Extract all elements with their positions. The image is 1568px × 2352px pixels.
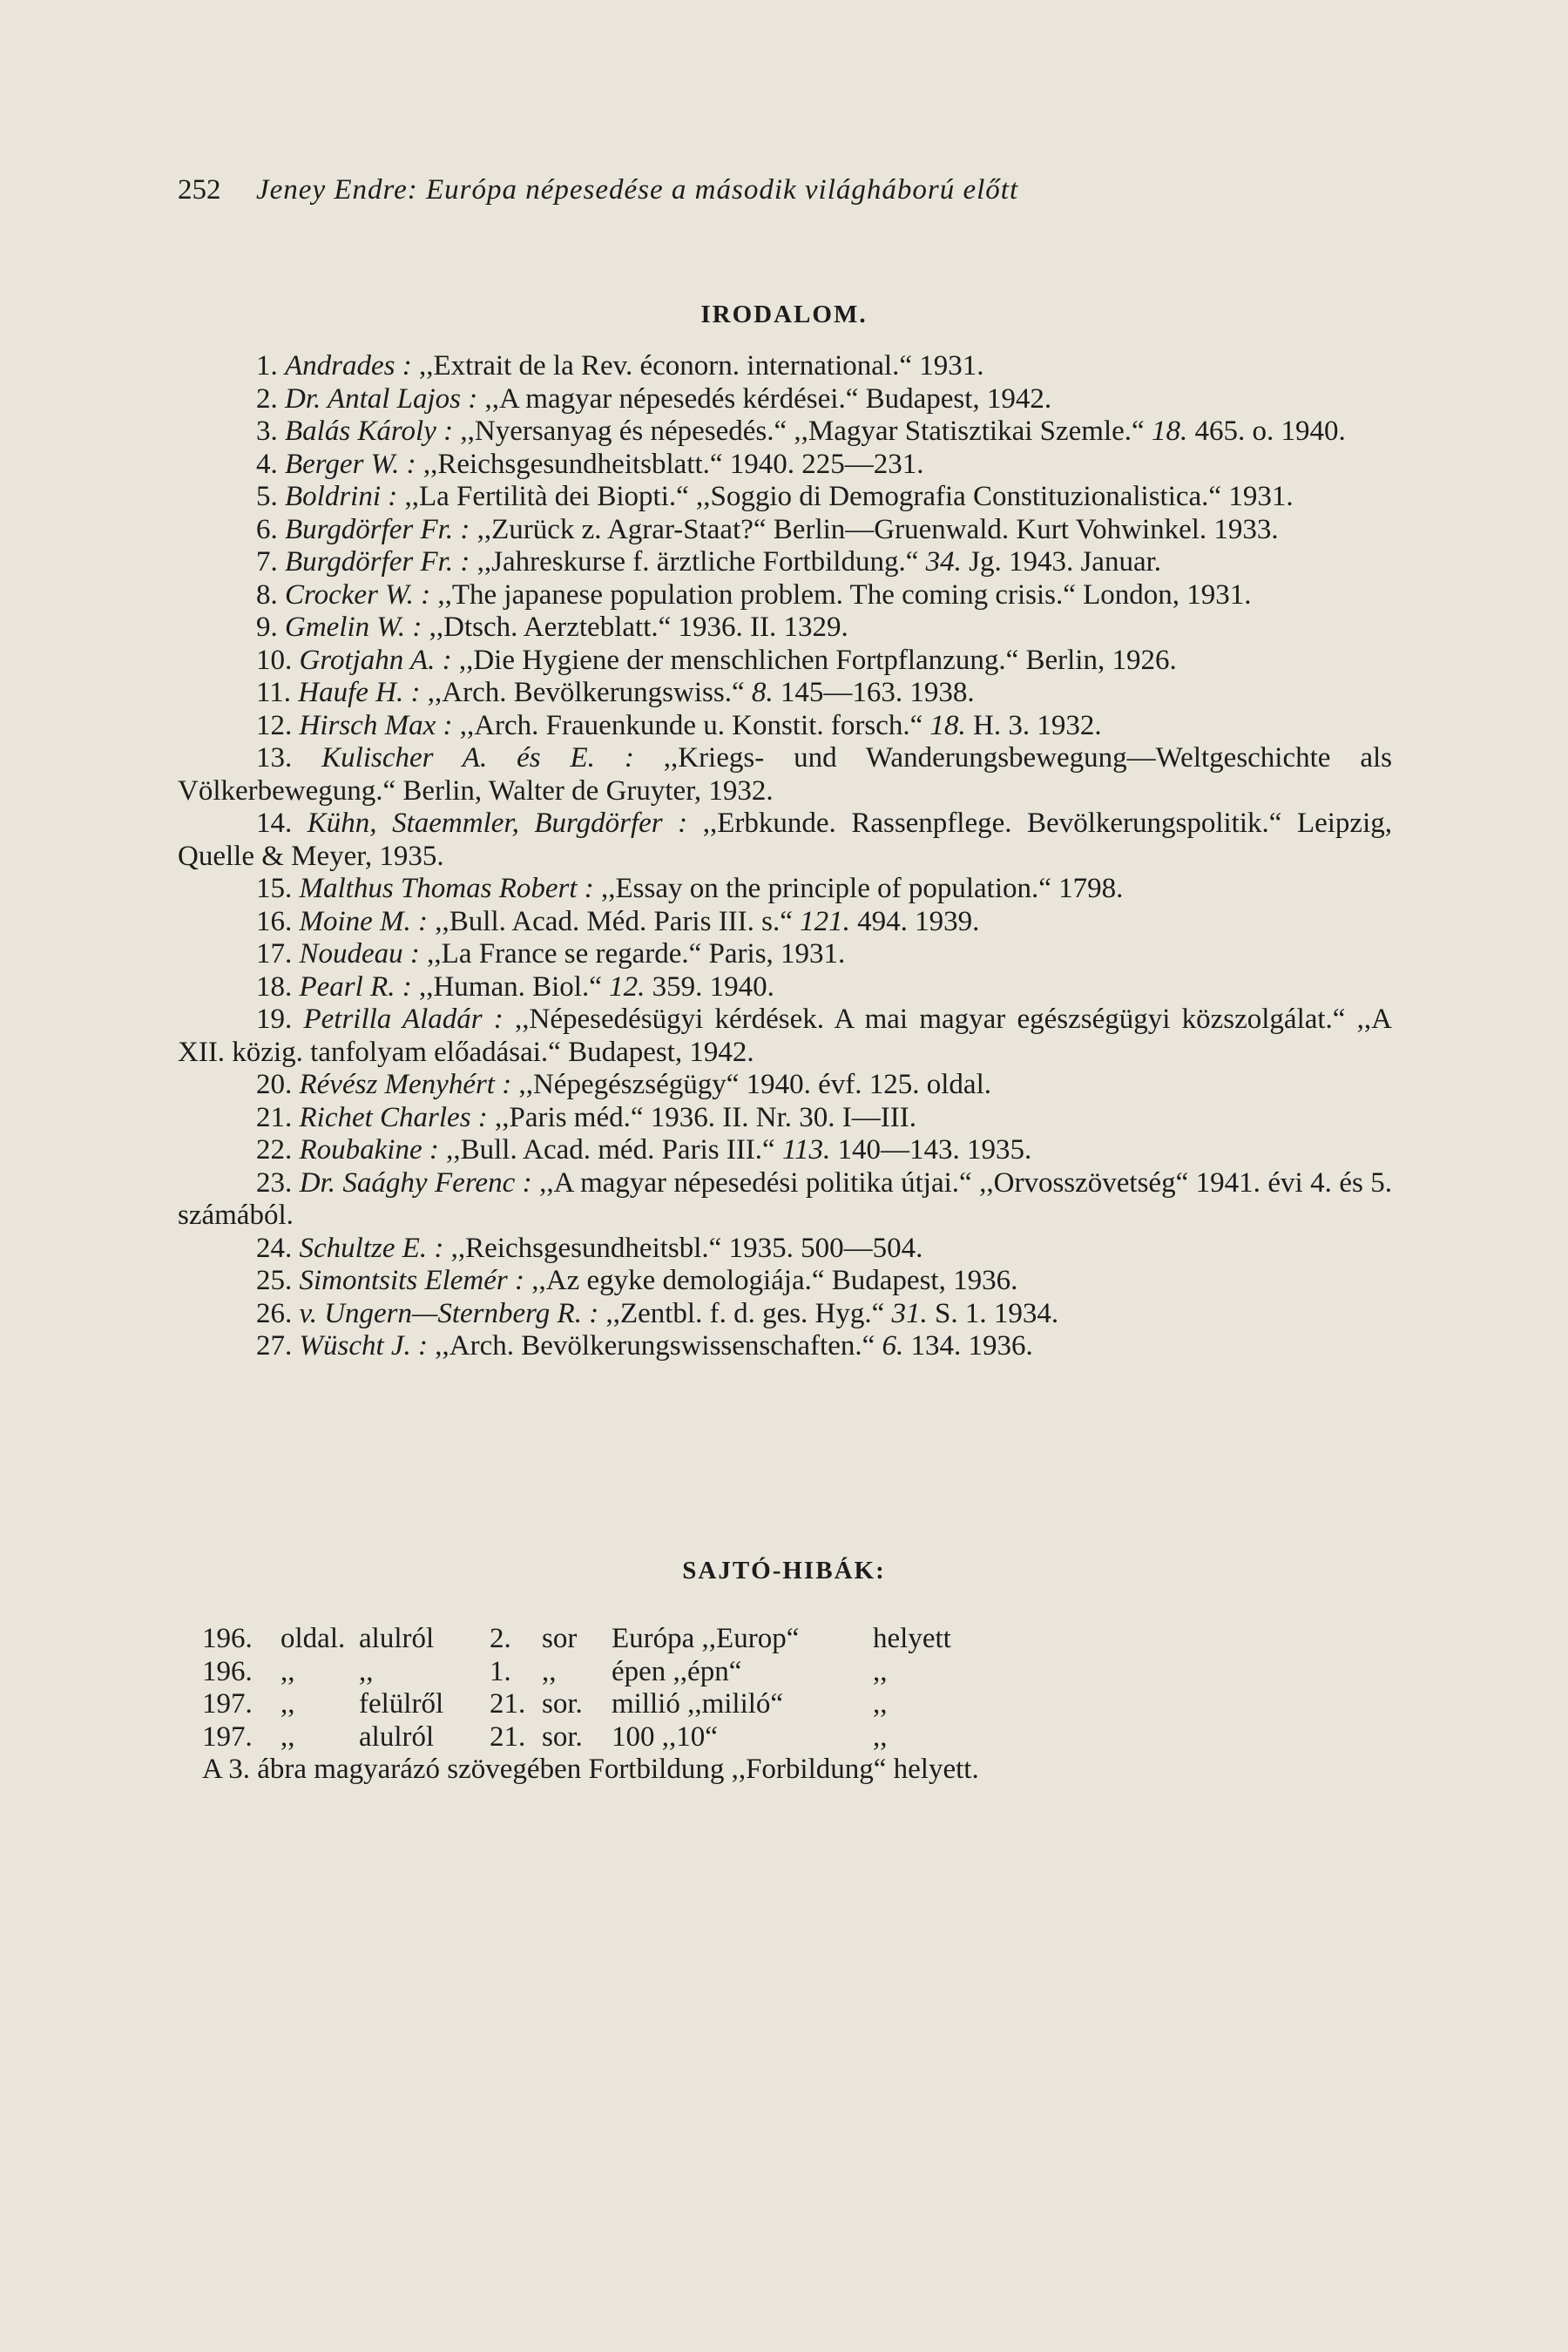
reference-text: ,,A magyar népesedési politika útjai.“ ,,Orvosszövetség“ 1941. évi 4. és 5. számából. <box>178 1166 1393 1231</box>
reference-text: ,,Reichsgesundheitsblatt.“ 1940. 225—231. <box>416 448 924 480</box>
reference-author: Richet Charles : <box>299 1101 488 1133</box>
reference-number: 11. <box>256 677 292 708</box>
reference-text: ,,Paris méd.“ 1936. II. Nr. 30. I—III. <box>487 1101 916 1133</box>
reference-author: Wüscht J. : <box>299 1330 429 1362</box>
reference-volume: 8. <box>751 677 774 708</box>
reference-item <box>178 971 1392 1004</box>
reference-tail: 465. o. 1940. <box>1187 416 1346 447</box>
errata-cell: ,, <box>280 1655 295 1687</box>
reference-number: 27. <box>256 1330 293 1362</box>
errata-cell: sor. <box>542 1688 583 1720</box>
reference-author: Révész Menyhért : <box>299 1069 512 1100</box>
reference-number: 2. <box>256 382 278 415</box>
reference-author: Simontsits Elemér : <box>299 1265 524 1296</box>
errata-cell: oldal. <box>280 1623 346 1654</box>
reference-item <box>178 579 1392 612</box>
reference-number: 24. <box>256 1232 293 1264</box>
reference-item <box>178 1298 1392 1331</box>
reference-author: Roubakine : <box>299 1134 439 1166</box>
reference-item <box>178 350 1392 383</box>
reference-tail: H. 3. 1932. <box>965 709 1102 741</box>
running-title: Jeney Endre: Európa népesedése a második világháború előtt <box>256 174 1019 206</box>
reference-text: ,,La Fertilità dei Biopti.“ ,,Soggio di Demografia Constituzionalistica.“ 1931. <box>397 481 1294 512</box>
reference-author: Schultze E. : <box>299 1232 444 1264</box>
reference-number: 7. <box>256 546 278 578</box>
reference-text: ,,Zentbl. f. d. ges. Hyg.“ <box>598 1297 892 1329</box>
errata-cell: épen ,,épn“ <box>612 1655 742 1687</box>
reference-author: Dr. Saághy Ferenc : <box>299 1166 532 1199</box>
reference-text: ,,Arch. Bevölkerungswiss.“ <box>420 677 752 708</box>
errata-cell: sor. <box>542 1720 583 1753</box>
reference-text: ,,Dtsch. Aerzteblatt.“ 1936. II. 1329. <box>422 612 848 643</box>
reference-number: 8. <box>256 578 278 611</box>
reference-item <box>178 1265 1392 1298</box>
reference-tail: Jg. 1943. Januar. <box>961 546 1162 578</box>
reference-item <box>178 514 1392 547</box>
reference-item <box>178 449 1392 482</box>
reference-tail: 134. 1936. <box>903 1330 1033 1362</box>
reference-item <box>178 383 1392 416</box>
reference-number: 21. <box>256 1101 293 1133</box>
reference-tail: 145—163. 1938. <box>773 677 975 708</box>
reference-item <box>178 873 1392 906</box>
reference-volume: 18. <box>929 709 966 741</box>
reference-tail: 140—143. 1935. <box>830 1134 1032 1166</box>
reference-text: ,,Népegészségügy“ 1940. évf. 125. oldal. <box>511 1069 991 1100</box>
reference-author: Petrilla Aladár : <box>303 1004 504 1035</box>
reference-item <box>178 645 1392 678</box>
reference-item <box>178 677 1392 710</box>
reference-author: Grotjahn A. : <box>299 644 452 676</box>
reference-author: Hirsch Max : <box>299 709 453 741</box>
reference-author: Haufe H. : <box>298 677 421 708</box>
reference-text: ,,Az egyke demologiája.“ Budapest, 1936. <box>524 1265 1018 1296</box>
errata-cell: sor <box>542 1623 578 1654</box>
page-number: 252 <box>178 174 221 206</box>
reference-item <box>178 808 1392 873</box>
reference-text: ,,Die Hygiene der menschlichen Fortpflanzung.“ Berlin, 1926. <box>451 644 1177 676</box>
reference-item <box>178 416 1392 449</box>
reference-author: Kühn, Staemmler, Burgdörfer : <box>307 808 688 839</box>
reference-item <box>178 1134 1392 1167</box>
reference-text: ,,Jahreskurse f. ärztliche Fortbildung.“ <box>470 546 926 578</box>
reference-number: 13. <box>256 742 293 774</box>
reference-text: ,,Essay on the principle of population.“ 1798. <box>593 873 1124 904</box>
reference-text: ,,The japanese population problem. The coming crisis.“ London, 1931. <box>430 578 1252 611</box>
reference-number: 22. <box>256 1134 293 1166</box>
reference-number: 1. <box>256 350 278 382</box>
reference-author: Malthus Thomas Robert : <box>299 873 594 904</box>
reference-item <box>178 1004 1392 1069</box>
reference-author: Burgdörfer Fr. : <box>285 513 470 545</box>
reference-text: ,,Népesedésügyi kérdések. A mai magyar egészségügyi közszolgálat.“ ,,A XII. közig. tanfolyam előadásai.“ Budapest, 1942. <box>178 1004 1392 1068</box>
errata-cell: 197. <box>202 1688 253 1720</box>
reference-number: 6. <box>256 513 278 545</box>
errata-rows <box>202 1623 1404 1754</box>
reference-volume: 12. <box>609 970 645 1003</box>
reference-author: Moine M. : <box>299 905 429 937</box>
errata-cell: ,, <box>542 1655 557 1687</box>
reference-item <box>178 938 1392 971</box>
reference-item <box>178 546 1392 579</box>
reference-volume: 121. <box>800 905 850 937</box>
reference-text: ,,Arch. Bevölkerungswissenschaften.“ <box>428 1330 882 1362</box>
reference-item <box>178 1330 1392 1363</box>
reference-author: Crocker W. : <box>285 578 431 611</box>
reference-author: Kulischer A. és E. : <box>321 742 634 774</box>
errata-cell: millió ,,mililó“ <box>612 1688 784 1720</box>
reference-author: Berger W. : <box>285 448 416 480</box>
reference-author: Pearl R. : <box>299 970 412 1003</box>
errata-cell: ,, <box>873 1655 888 1687</box>
reference-number: 16. <box>256 905 293 937</box>
reference-text: ,,Nyersanyag és népesedés.“ ,,Magyar Statisztikai Szemle.“ <box>453 416 1152 447</box>
reference-item <box>178 1167 1392 1233</box>
reference-number: 10. <box>256 644 293 676</box>
reference-volume: 6. <box>882 1330 904 1362</box>
reference-number: 5. <box>256 481 278 512</box>
reference-author: Balás Károly : <box>285 416 454 447</box>
errata-cell: 100 ,,10“ <box>612 1720 718 1753</box>
reference-item <box>178 710 1392 743</box>
errata-cell: 196. <box>202 1623 253 1654</box>
reference-number: 25. <box>256 1265 293 1296</box>
reference-author: Boldrini : <box>285 481 398 512</box>
reference-tail: 359. 1940. <box>645 970 774 1003</box>
errata-note: A 3. ábra magyarázó szövegében Fortbildung ,,Forbildung“ helyett. <box>202 1754 979 1785</box>
errata-cell: ,, <box>280 1688 295 1720</box>
errata-list <box>202 1623 1404 1787</box>
errata-row <box>202 1721 1404 1754</box>
references-list <box>178 350 1392 1363</box>
reference-author: Burgdörfer Fr. : <box>285 546 470 578</box>
reference-text: ,,Zurück z. Agrar-Staat?“ Berlin—Gruenwald. Kurt Vohwinkel. 1933. <box>470 513 1279 545</box>
errata-cell: alulról <box>359 1623 435 1654</box>
errata-cell: 21. <box>490 1720 526 1753</box>
errata-cell: ,, <box>280 1720 295 1753</box>
reference-volume: 18. <box>1151 416 1188 447</box>
errata-cell: ,, <box>873 1720 888 1753</box>
errata-cell: ,, <box>359 1655 374 1687</box>
reference-text: ,,Bull. Acad. Méd. Paris III. s.“ <box>428 905 801 937</box>
reference-item <box>178 742 1392 808</box>
reference-tail: S. 1. 1934. <box>927 1297 1059 1329</box>
reference-text: ,,Extrait de la Rev. éconorn. international.“ 1931. <box>411 350 984 382</box>
reference-text: ,,Human. Biol.“ <box>411 970 610 1003</box>
reference-author: Andrades : <box>285 350 412 382</box>
reference-number: 26. <box>256 1297 293 1329</box>
errata-cell: helyett <box>873 1623 951 1654</box>
reference-number: 12. <box>256 709 293 741</box>
reference-text: ,,Kriegs- und Wanderungsbewegung—Weltgeschichte als Völkerbewegung.“ Berlin, Walter de Gruyter, 1932. <box>178 742 1393 807</box>
reference-author: v. Ungern—Sternberg R. : <box>299 1297 599 1329</box>
reference-tail: 494. 1939. <box>849 905 980 937</box>
page-header <box>178 172 1380 207</box>
reference-item <box>178 612 1392 645</box>
errata-cell: Európa ,,Europ“ <box>612 1623 800 1654</box>
reference-text: ,,A magyar népesedés kérdései.“ Budapest, 1942. <box>477 382 1052 415</box>
reference-number: 19. <box>256 1004 293 1035</box>
reference-number: 4. <box>256 448 278 480</box>
reference-text: ,,Bull. Acad. méd. Paris III.“ <box>438 1134 782 1166</box>
reference-text: ,,Reichsgesundheitsbl.“ 1935. 500—504. <box>443 1232 923 1264</box>
references-heading: IRODALOM. <box>700 301 868 328</box>
reference-text: ,,Arch. Frauenkunde u. Konstit. forsch.“ <box>452 709 930 741</box>
errata-cell: ,, <box>873 1688 888 1720</box>
reference-volume: 31. <box>891 1297 928 1329</box>
errata-cell: 2. <box>490 1623 511 1654</box>
errata-cell: 197. <box>202 1720 253 1753</box>
reference-text: ,,La France se regarde.“ Paris, 1931. <box>419 938 846 970</box>
reference-number: 18. <box>256 970 293 1003</box>
reference-author: Dr. Antal Lajos : <box>285 382 478 415</box>
reference-number: 17. <box>256 938 293 970</box>
errata-heading: SAJTÓ-HIBÁK: <box>682 1557 886 1585</box>
reference-number: 20. <box>256 1069 293 1100</box>
reference-number: 9. <box>256 612 278 643</box>
reference-number: 3. <box>256 416 278 447</box>
errata-cell: 21. <box>490 1688 526 1720</box>
errata-row <box>202 1688 1404 1721</box>
reference-volume: 113. <box>781 1134 831 1166</box>
reference-item <box>178 1102 1392 1135</box>
reference-item <box>178 1233 1392 1266</box>
reference-item <box>178 1069 1392 1102</box>
errata-row <box>202 1623 1404 1656</box>
errata-row <box>202 1656 1404 1689</box>
errata-cell: felülről <box>359 1688 444 1720</box>
errata-cell: alulról <box>359 1720 435 1753</box>
reference-author: Gmelin W. : <box>285 612 422 643</box>
reference-number: 23. <box>256 1166 293 1199</box>
reference-item <box>178 481 1392 514</box>
reference-author: Noudeau : <box>299 938 420 970</box>
errata-cell: 196. <box>202 1655 253 1687</box>
reference-number: 15. <box>256 873 293 904</box>
reference-text: ,,Erbkunde. Rassenpflege. Bevölkerungspolitik.“ Leipzig, Quelle & Meyer, 1935. <box>178 808 1393 872</box>
errata-cell: 1. <box>490 1655 511 1687</box>
reference-volume: 34. <box>925 546 962 578</box>
reference-item <box>178 906 1392 939</box>
reference-number: 14. <box>256 808 293 839</box>
